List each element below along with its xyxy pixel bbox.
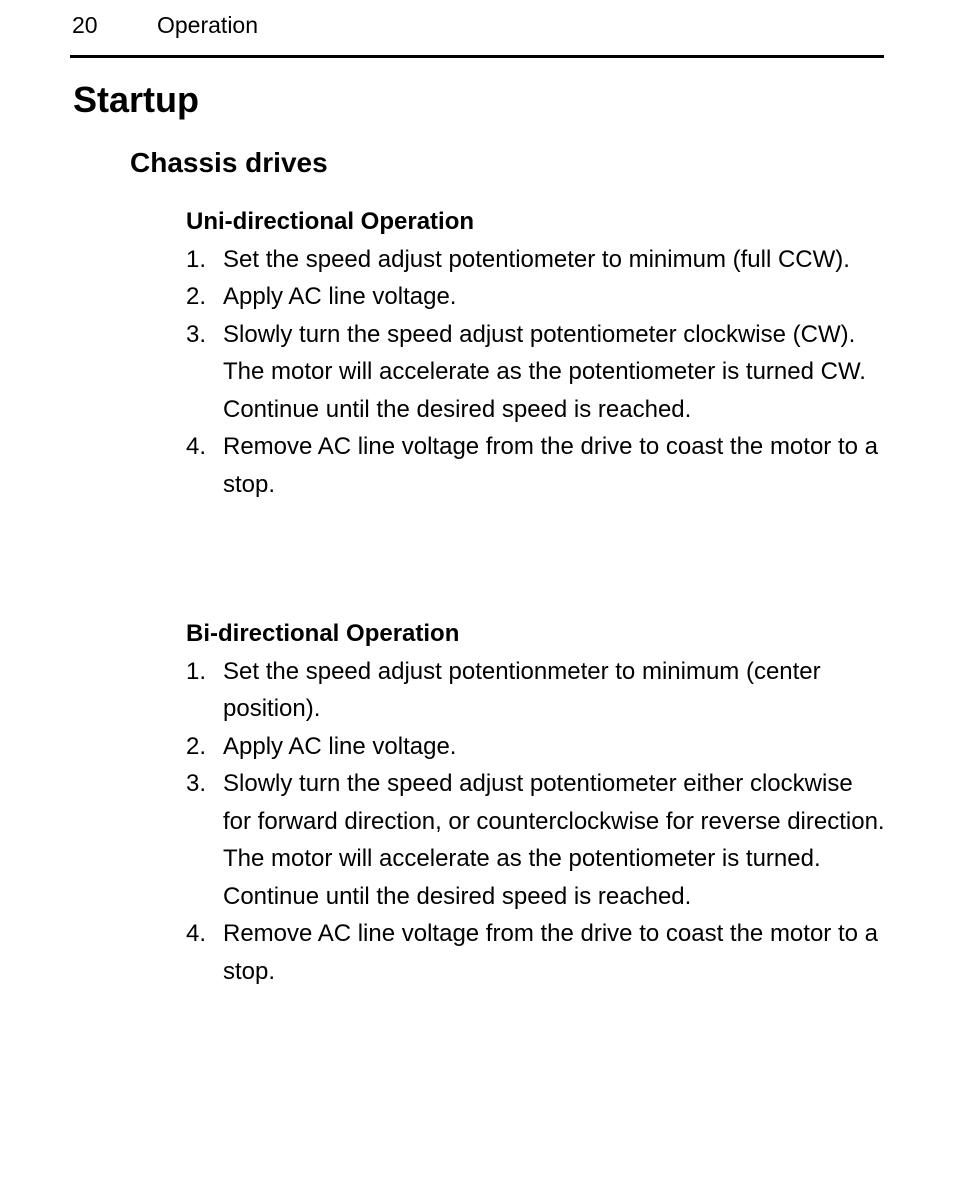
page-title: Startup — [73, 79, 199, 120]
uni-directional-procedure — [186, 203, 886, 503]
step-text: Apply AC line voltage. — [223, 732, 457, 760]
step-number: 3. — [186, 320, 207, 348]
step-number: 4. — [186, 433, 207, 460]
procedure-step — [186, 316, 886, 429]
header-divider — [70, 55, 884, 58]
procedure-step — [186, 728, 886, 766]
step-number: 1. — [186, 245, 207, 273]
procedure-step — [186, 653, 886, 728]
procedure-step — [186, 241, 886, 279]
step-number: 4. — [186, 920, 207, 947]
step-number: 2. — [186, 732, 207, 760]
step-text: Apply AC line voltage. — [223, 283, 457, 310]
page-number: 20 — [72, 12, 98, 38]
step-number: 1. — [186, 657, 207, 685]
step-text: Set the speed adjust potentionmeter to minimum (center position). — [223, 657, 821, 722]
procedure-step — [186, 428, 886, 503]
procedure-step — [186, 915, 886, 990]
procedure-step — [186, 765, 886, 915]
bi-directional-procedure — [186, 615, 886, 990]
subsection-title: Chassis drives — [130, 147, 328, 178]
procedure-step — [186, 278, 886, 316]
step-number: 2. — [186, 283, 207, 310]
step-number: 3. — [186, 770, 207, 797]
step-text: Remove AC line voltage from the drive to coast the motor to a stop. — [223, 920, 878, 985]
procedure-steps — [186, 653, 886, 991]
step-text: Slowly turn the speed adjust potentiometer clockwise (CW). The motor will accelerate as the potentiometer is turned CW. Continue until the desired speed is reached. — [223, 320, 866, 423]
step-text: Remove AC line voltage from the drive to coast the motor to a stop. — [223, 433, 878, 498]
procedure-title: Bi-directional Operation — [186, 620, 460, 647]
step-text: Slowly turn the speed adjust potentiometer either clockwise for forward direction, or counterclockwise for reverse direction. The motor will accelerate as the potentiometer is turned. Continue until the desired speed is reached. — [223, 770, 885, 910]
step-text: Set the speed adjust potentiometer to minimum (full CCW). — [223, 245, 850, 273]
procedure-title: Uni-directional Operation — [186, 208, 475, 235]
procedure-steps — [186, 241, 886, 504]
header-section-name: Operation — [157, 12, 259, 38]
